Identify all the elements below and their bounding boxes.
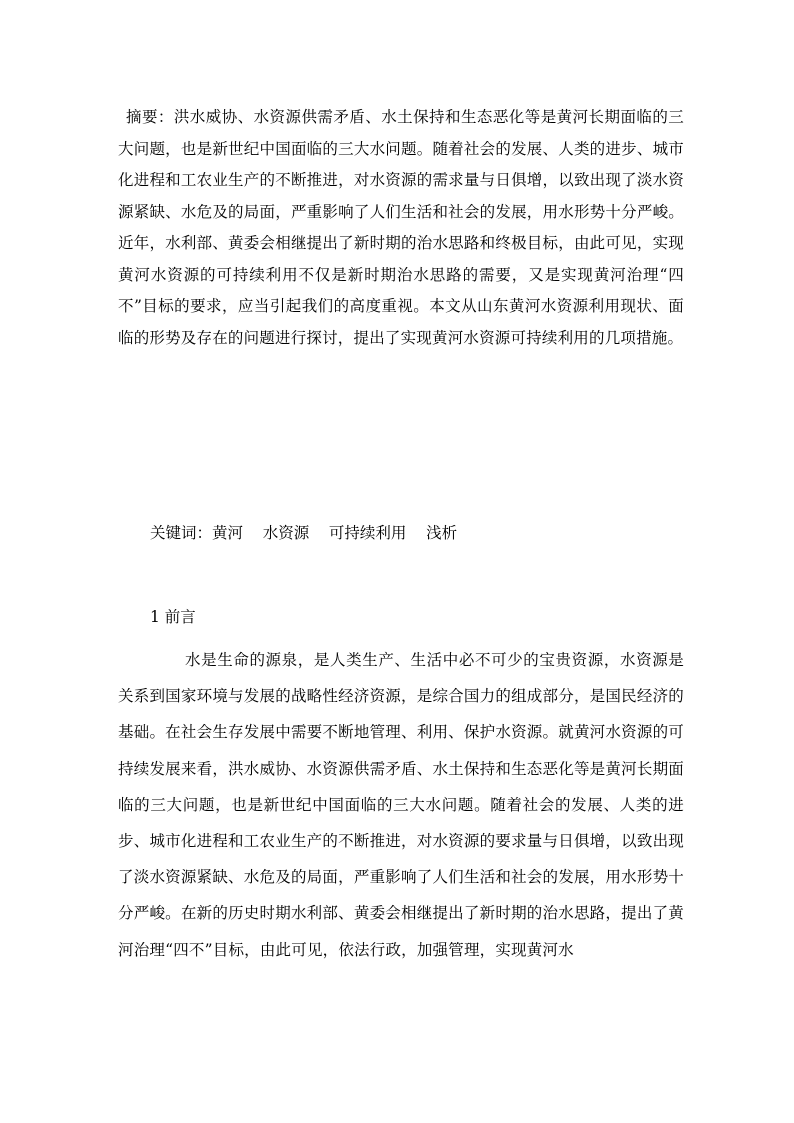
abstract-paragraph: 摘要：洪水威协、水资源供需矛盾、水土保持和生态恶化等是黄河长期面临的三大问题，也是新世纪中国面临的三大水问题。随着社会的发展、人类的进步、城市化进程和工农业生产的不断推进，对水资源的需求量与日俱增，以致出现了淡水资源紧缺、水危及的局面，严重影响了人们生活和社会的发展，用水形势十分严峻。近年，水利部、黄委会相继提出了新时期的治水思路和终极目标，由此可见，实现黄河水资源的可持续利用不仅是新时期治水思路的需要，又是实现黄河治理“四不”目标的要求，应当引起我们的高度重视。本文从山东黄河水资源利用现状、面临的形势及存在的问题进行探讨，提出了实现黄河水资源可持续利用的几项措施。 (118, 108, 684, 347)
keywords-line: 关键词：黄河 水资源 可持续利用 浅析 (150, 524, 458, 542)
section-heading: 1 前言 (150, 608, 196, 626)
body-paragraph: 水是生命的源泉，是人类生产、生活中必不可少的宝贵资源，水资源是关系到国家环境与发展的战略性经济资源，是综合国力的组成部分，是国民经济的基础。在社会生存发展中需要不断地管理、利用、保护水资源。就黄河水资源的可持续发展来看，洪水威协、水资源供需矛盾、水土保持和生态恶化等是黄河长期面临的三大问题，也是新世纪中国面临的三大水问题。随着社会的发展、人类的进步、城市化进程和工农业生产的不断推进，对水资源的要求量与日俱增，以致出现了淡水资源紧缺、水危及的局面，严重影响了人们生活和社会的发展，用水形势十分严峻。在新的历史时期水利部、黄委会相继提出了新时期的治水思路，提出了黄河治理“四不”目标，由此可见，依法行政，加强管理，实现黄河水 (118, 651, 684, 959)
